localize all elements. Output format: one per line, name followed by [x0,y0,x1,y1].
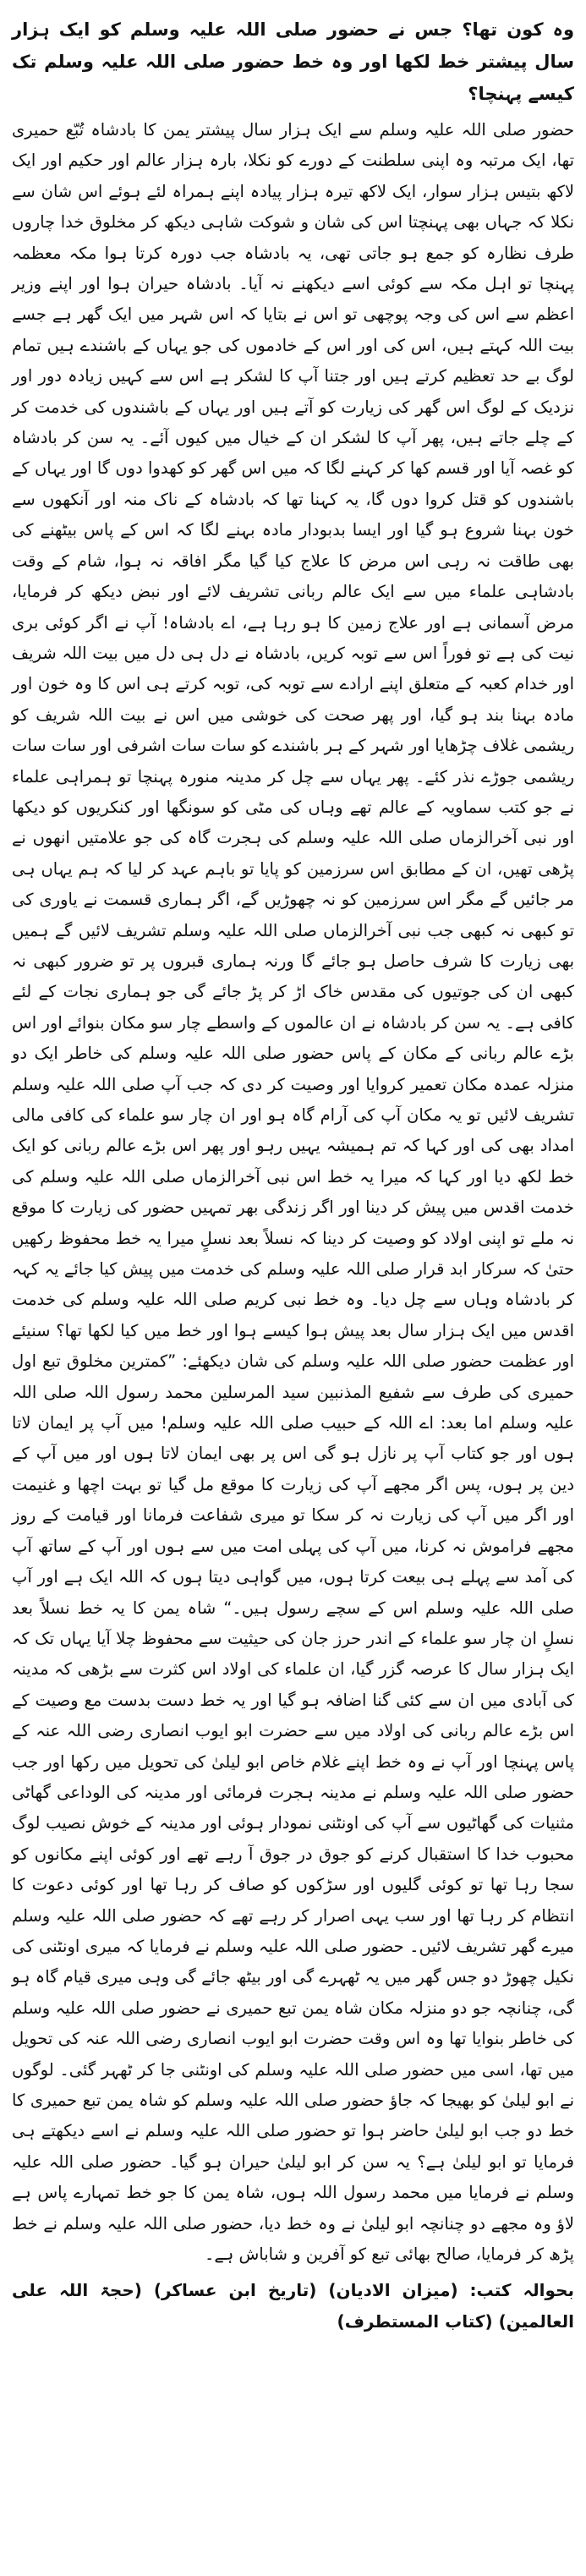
article-source: بحوالہ کتب: (میزان الادیان) (تاریخ ابن عساکر) (حجۃ اللہ علی العالمین) (کتاب المستطرف) [12,2280,574,2332]
article-question: وہ کون تھا؟ جس نے حضور صلی اللہ علیہ وسلم کو ایک ہزار سال پیشتر خط لکھا اور وہ خط حضور صلی اللہ علیہ وسلم تک کیسے پہنچا؟ [12,19,574,104]
article-paragraph: حضور صلی اللہ علیہ وسلم سے ایک ہزار سال پیشتر یمن کا بادشاہ تُبّع حمیری تھا، ایک مرتبہ وہ اپنی سلطنت کے دورے کو نکلا، بارہ ہزار عالم اور حکیم اور ایک لاکھ بتیس ہزار سوار، ایک لاکھ تیرہ ہزار پیادہ اپنے ہمراہ لئے ہوئے اس شان سے نکلا کہ جہاں بھی پہنچتا اس کی شان و شوکت شاہی دیکھ کر مخلوق خدا چاروں طرف نظارہ کو جمع ہو جاتی تھی، یہ بادشاہ جب دورہ کرتا ہوا مکہ معظمہ پہنچا تو اہل مکہ سے کوئی اسے دیکھنے نہ آیا۔ بادشاہ حیران ہوا اور اپنے وزیر اعظم سے اس کی وجہ پوچھی تو اس نے بتایا کہ اس شہر میں ایک گھر ہے جسے بیت اللہ کہتے ہیں، اس کی اور اس کے خادموں کی جو یہاں کے باشندے ہیں تمام لوگ بے حد تعظیم کرتے ہیں اور جتنا آپ کا لشکر ہے اس سے کہیں زیادہ دور اور نزدیک کے لوگ اس گھر کی زیارت کو آتے ہیں اور یہاں کے باشندوں کی خدمت کر کے چلے جاتے ہیں، پھر آپ کا لشکر ان کے خیال میں کیوں آئے۔ یہ سن کر بادشاہ کو غصہ آیا اور قسم کھا کر کہنے لگا کہ میں اس گھر کو کھدوا دوں گا اور یہاں کے باشندوں کو قتل کروا دوں گا، یہ کہنا تھا کہ بادشاہ کے ناک منہ اور آنکھوں سے خون بہنا شروع ہو گیا اور ایسا بدبودار مادہ بہنے لگا کہ اس کے پاس بیٹھنے کی بھی طاقت نہ رہی اس مرض کا علاج کیا گیا مگر افاقہ نہ ہوا، شام کے وقت بادشاہی علماء میں سے ایک عالم ربانی تشریف لائے اور نبض دیکھ کر فرمایا، مرض آسمانی ہے اور علاج زمین کا ہو رہا ہے، اے بادشاہ! آپ نے اگر کوئی بری نیت کی ہے تو فوراً اس سے توبہ کریں، بادشاہ نے دل ہی دل میں بیت اللہ شریف اور خدام کعبہ کے متعلق اپنے ارادے سے توبہ کی، توبہ کرتے ہی اس کا وہ خون اور مادہ بہنا بند ہو گیا، اور پھر صحت کی خوشی میں اس نے بیت اللہ شریف کو ریشمی غلاف چڑھایا اور شہر کے ہر باشندے کو سات سات اشرفی اور سات سات ریشمی جوڑے نذر کئے۔ پھر یہاں سے چل کر مدینہ منورہ پہنچا تو ہمراہی علماء نے جو کتب سماویہ کے عالم تھے وہاں کی مٹی کو سونگھا اور کنکریوں کو دیکھا اور نبی آخرالزماں صلی اللہ علیہ وسلم کی ہجرت گاہ کی جو علامتیں انھوں نے پڑھی تھیں، ان کے مطابق اس سرزمین کو پایا تو باہم عہد کر لیا کہ ہم یہاں ہی مر جائیں گے مگر اس سرزمین کو نہ چھوڑیں گے، اگر ہماری قسمت نے یاوری کی تو کبھی نہ کبھی جب نبی آخرالزماں صلی اللہ علیہ وسلم تشریف لائیں گے ہمیں بھی زیارت کا شرف حاصل ہو جائے گا ورنہ ہماری قبروں پر تو ضرور کبھی نہ کبھی ان کی جوتیوں کی مقدس خاک اڑ کر پڑ جائے گی جو ہماری نجات کے لئے کافی ہے۔ یہ سن کر بادشاہ نے ان عالموں کے واسطے چار سو مکان بنوائے اور اس بڑے عالم ربانی کے مکان کے پاس حضور صلی اللہ علیہ وسلم کی خاطر ایک دو منزلہ عمدہ مکان تعمیر کروایا اور وصیت کر دی کہ جب آپ صلی اللہ علیہ وسلم تشریف لائیں تو یہ مکان آپ کی آرام گاہ ہو اور ان چار سو علماء کی کافی مالی امداد بھی کی اور کہا کہ تم ہمیشہ یہیں رہو اور پھر اس بڑے عالم ربانی کو ایک خط لکھ دیا اور کہا کہ میرا یہ خط اس نبی آخرالزماں صلی اللہ علیہ وسلم کی خدمت اقدس میں پیش کر دینا اور اگر زندگی بھر تمہیں حضور کی زیارت کا موقع نہ ملے تو اپنی اولاد کو وصیت کر دینا کہ نسلاً بعد نسلٍ میرا یہ خط محفوظ رکھیں حتیٰ کہ سرکار ابد قرار صلی اللہ علیہ وسلم کی خدمت میں پیش کیا جائے یہ کہہ کر بادشاہ وہاں سے چل دیا۔ وہ خط نبی کریم صلی اللہ علیہ وسلم کی خدمت اقدس میں ایک ہزار سال بعد پیش ہوا کیسے ہوا اور خط میں کیا لکھا تھا؟ سنیئے اور عظمت حضور صلی اللہ علیہ وسلم کی شان دیکھئے: ”کمترین مخلوق تبع اول حمیری کی طرف سے شفیع المذنبین سید المرسلین محمد رسول اللہ صلی اللہ علیہ وسلم اما بعد: اے اللہ کے حبیب صلی اللہ علیہ وسلم! میں آپ پر ایمان لاتا ہوں اور جو کتاب آپ پر نازل ہو گی اس پر بھی ایمان لاتا ہوں اور میں آپ کے دین پر ہوں، پس اگر مجھے آپ کی زیارت کا موقع مل گیا تو بہت اچھا و غنیمت اور اگر میں آپ کی زیارت نہ کر سکا تو میری شفاعت فرمانا اور قیامت کے روز مجھے فراموش نہ کرنا، میں آپ کی پہلی امت میں سے ہوں اور آپ کے ساتھ آپ کی آمد سے پہلے ہی بیعت کرتا ہوں، میں گواہی دیتا ہوں کہ اللہ ایک ہے اور آپ صلی اللہ علیہ وسلم اس کے سچے رسول ہیں۔“ شاہ یمن کا یہ خط نسلاً بعد نسلٍ ان چار سو علماء کے اندر حرز جان کی حیثیت سے محفوظ چلا آیا یہاں تک کہ ایک ہزار سال کا عرصہ گزر گیا، ان علماء کی اولاد اس کثرت سے بڑھی کہ مدینہ کی آبادی میں ان سے کئی گنا اضافہ ہو گیا اور یہ خط دست بدست مع وصیت کے اس بڑے عالم ربانی کی اولاد میں سے حضرت ابو ایوب انصاری رضی اللہ عنہ کے پاس پہنچا اور آپ نے وہ خط اپنے غلام خاص ابو لیلیٰ کی تحویل میں رکھا اور جب حضور صلی اللہ علیہ وسلم نے مدینہ ہجرت فرمائی اور مدینہ کی الوداعی گھاٹی مثنیات کی گھاٹیوں سے آپ کی اونٹنی نمودار ہوئی اور مدینہ کے خوش نصیب لوگ محبوب خدا کا استقبال کرنے کو جوق در جوق آ رہے تھے اور کوئی اپنے مکانوں کو سجا رہا تھا تو کوئی گلیوں اور سڑکوں کو صاف کر رہا تھا اور کوئی دعوت کا انتظام کر رہا تھا اور سب یہی اصرار کر رہے تھے کہ حضور صلی اللہ علیہ وسلم میرے گھر تشریف لائیں۔ حضور صلی اللہ علیہ وسلم نے فرمایا کہ میری اونٹنی کی نکیل چھوڑ دو جس گھر میں یہ ٹھہرے گی اور بیٹھ جائے گی وہی میری قیام گاہ ہو گی، چنانچہ جو دو منزلہ مکان شاہ یمن تبع حمیری نے حضور صلی اللہ علیہ وسلم کی خاطر بنوایا تھا وہ اس وقت حضرت ابو ایوب انصاری رضی اللہ عنہ کی تحویل میں تھا، اسی میں حضور صلی اللہ علیہ وسلم کی اونٹنی جا کر ٹھہر گئی۔ لوگوں نے ابو لیلیٰ کو بھیجا کہ جاؤ حضور صلی اللہ علیہ وسلم کو شاہ یمن تبع حمیری کا خط دو جب ابو لیلیٰ حاضر ہوا تو حضور صلی اللہ علیہ وسلم نے اسے دیکھتے ہی فرمایا تو ابو لیلیٰ ہے؟ یہ سن کر ابو لیلیٰ حیران ہو گیا۔ حضور صلی اللہ علیہ وسلم نے فرمایا میں محمد رسول اللہ ہوں، شاہ یمن کا جو خط تمہارے پاس ہے لاؤ وہ مجھے دو چنانچہ ابو لیلیٰ نے وہ خط دیا، حضور صلی اللہ علیہ وسلم نے خط پڑھ کر فرمایا، صالح بھائی تبع کو آفرین و شاباش ہے۔ [12,120,574,2265]
